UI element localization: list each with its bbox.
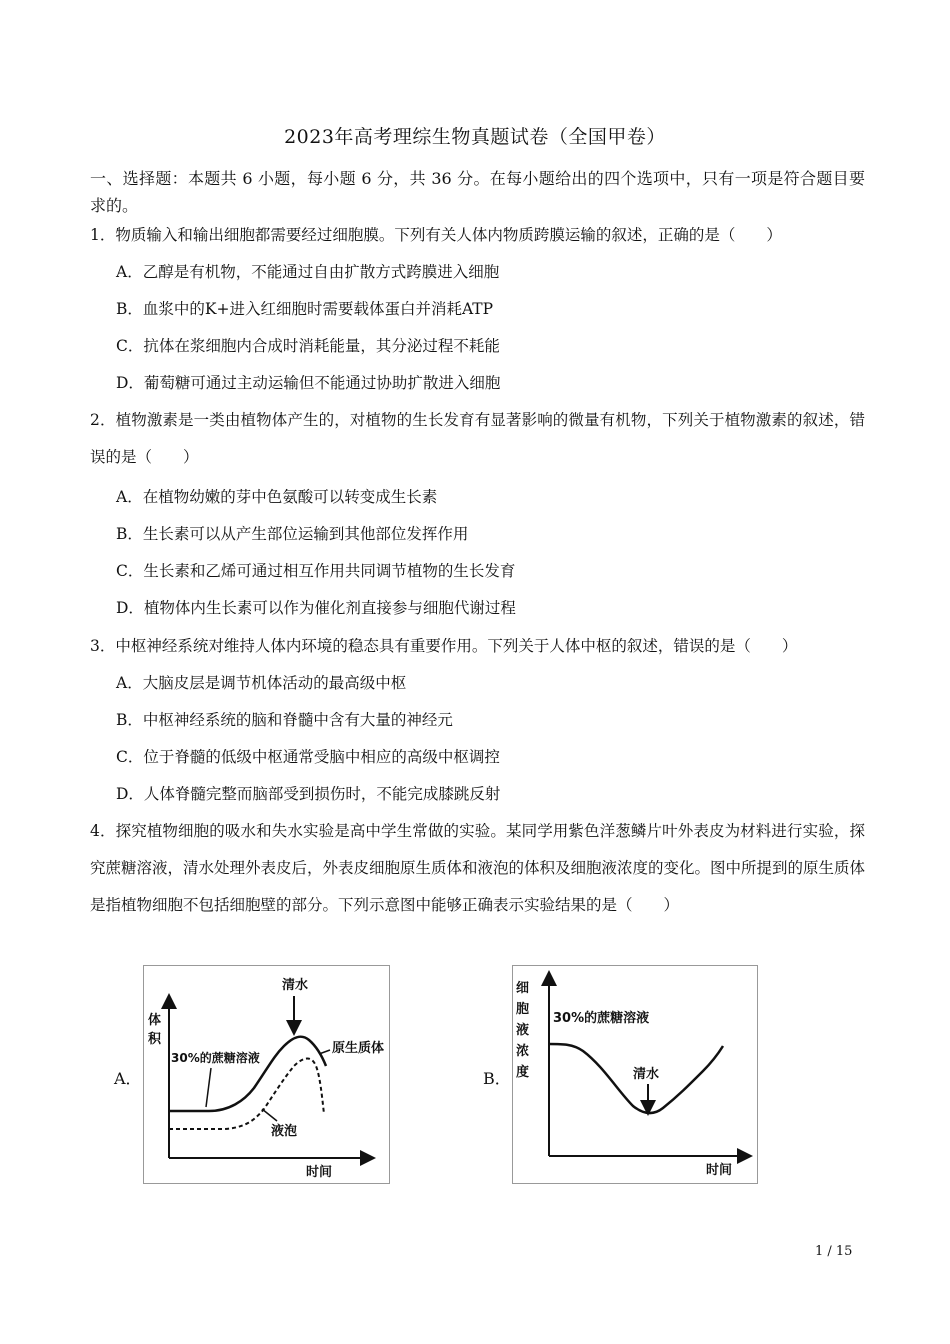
figure-b-label: B． bbox=[483, 1069, 511, 1088]
question-3-option-d: D．人体脊髓完整而脑部受到损伤时，不能完成膝跳反射 bbox=[116, 785, 501, 803]
figure-b-ylabel-3: 液 bbox=[516, 1023, 530, 1038]
question-1-option-b: B．血浆中的K+进入红细胞时需要载体蛋白并消耗ATP bbox=[116, 300, 494, 318]
figure-a-sucrose-label: 30%的蔗糖溶液 bbox=[171, 1051, 260, 1065]
figure-b-xlabel: 时间 bbox=[706, 1163, 733, 1178]
figure-a-svg bbox=[144, 966, 389, 1183]
question-3-option-b: B．中枢神经系统的脑和脊髓中含有大量的神经元 bbox=[116, 711, 453, 729]
question-2-stem: 2．植物激素是一类由植物体产生的，对植物的生长发育有显著影响的微量有机物，下列关于植物激素的叙述，错误的是（ ） bbox=[90, 411, 865, 466]
question-2-option-a: A．在植物幼嫩的芽中色氨酸可以转变成生长素 bbox=[116, 488, 438, 506]
figure-b-ylabel-2: 胞 bbox=[516, 1002, 530, 1017]
figure-b-svg bbox=[513, 966, 757, 1183]
figure-a-protoplast-curve bbox=[169, 1037, 326, 1111]
question-2-option-d: D．植物体内生长素可以作为催化剂直接参与细胞代谢过程 bbox=[116, 599, 516, 617]
section-header: 一、选择题：本题共 6 小题，每小题 6 分，共 36 分。在每小题给出的四个选项中，只有一项是符合题目要求的。 bbox=[90, 169, 865, 215]
page-number: 1 / 15 bbox=[815, 1244, 853, 1259]
question-1-option-d: D．葡萄糖可通过主动运输但不能通过协助扩散进入细胞 bbox=[116, 374, 501, 392]
question-2-option-c: C．生长素和乙烯可通过相互作用共同调节植物的生长发育 bbox=[116, 562, 516, 580]
figure-a-vacuole-curve bbox=[169, 1059, 324, 1130]
question-3-option-c: C．位于脊髓的低级中枢通常受脑中相应的高级中枢调控 bbox=[116, 748, 500, 766]
figure-a-vacuole-pointer bbox=[262, 1109, 277, 1121]
figure-a-sucrose-pointer bbox=[206, 1068, 211, 1107]
figure-a-ylabel-1: 体 bbox=[148, 1013, 162, 1028]
question-4-stem: 4．探究植物细胞的吸水和失水实验是高中学生常做的实验。某同学用紫色洋葱鳞片叶外表皮为材料进行实验，探究蔗糖溶液，清水处理外表皮后，外表皮细胞原生质体和液泡的体积及细胞液浓度的变化。图中所提到的原生质体是指植物细胞不包括细胞壁的部分。下列示意图中能够正确表示实验结果的是（ ） bbox=[90, 822, 866, 914]
question-1-option-c: C．抗体在浆细胞内合成时消耗能量，其分泌过程不耗能 bbox=[116, 337, 500, 355]
figure-b bbox=[512, 965, 758, 1184]
figure-b-sucrose-label: 30%的蔗糖溶液 bbox=[553, 1011, 650, 1026]
figure-a-vacuole-label: 液泡 bbox=[271, 1124, 298, 1139]
figure-a-xlabel: 时间 bbox=[306, 1165, 333, 1180]
figure-a-protoplast-label: 原生质体 bbox=[332, 1041, 385, 1056]
figure-a-protoplast-pointer bbox=[319, 1050, 330, 1054]
figure-b-ylabel-5: 度 bbox=[516, 1065, 530, 1080]
page-title: 2023年高考理综生物真题试卷（全国甲卷） bbox=[284, 126, 666, 148]
figure-b-ylabel-1: 细 bbox=[516, 981, 530, 996]
figure-a bbox=[143, 965, 390, 1184]
figure-a-label: A． bbox=[114, 1069, 142, 1088]
figure-b-ylabel-4: 浓 bbox=[516, 1044, 530, 1059]
figure-a-ylabel-2: 积 bbox=[148, 1032, 162, 1047]
question-2-option-b: B．生长素可以从产生部位运输到其他部位发挥作用 bbox=[116, 525, 469, 543]
question-3-option-a: A．大脑皮层是调节机体活动的最高级中枢 bbox=[116, 674, 407, 692]
question-1-option-a: A．乙醇是有机物，不能通过自由扩散方式跨膜进入细胞 bbox=[116, 263, 500, 281]
question-1-stem: 1．物质输入和输出细胞都需要经过细胞膜。下列有关人体内物质跨膜运输的叙述，正确的是（ ） bbox=[90, 226, 782, 244]
question-3-stem: 3．中枢神经系统对维持人体内环境的稳态具有重要作用。下列关于人体中枢的叙述，错误的是（ ） bbox=[90, 637, 798, 655]
figure-b-water-label: 清水 bbox=[633, 1067, 660, 1082]
figure-a-water-label: 清水 bbox=[282, 978, 309, 993]
